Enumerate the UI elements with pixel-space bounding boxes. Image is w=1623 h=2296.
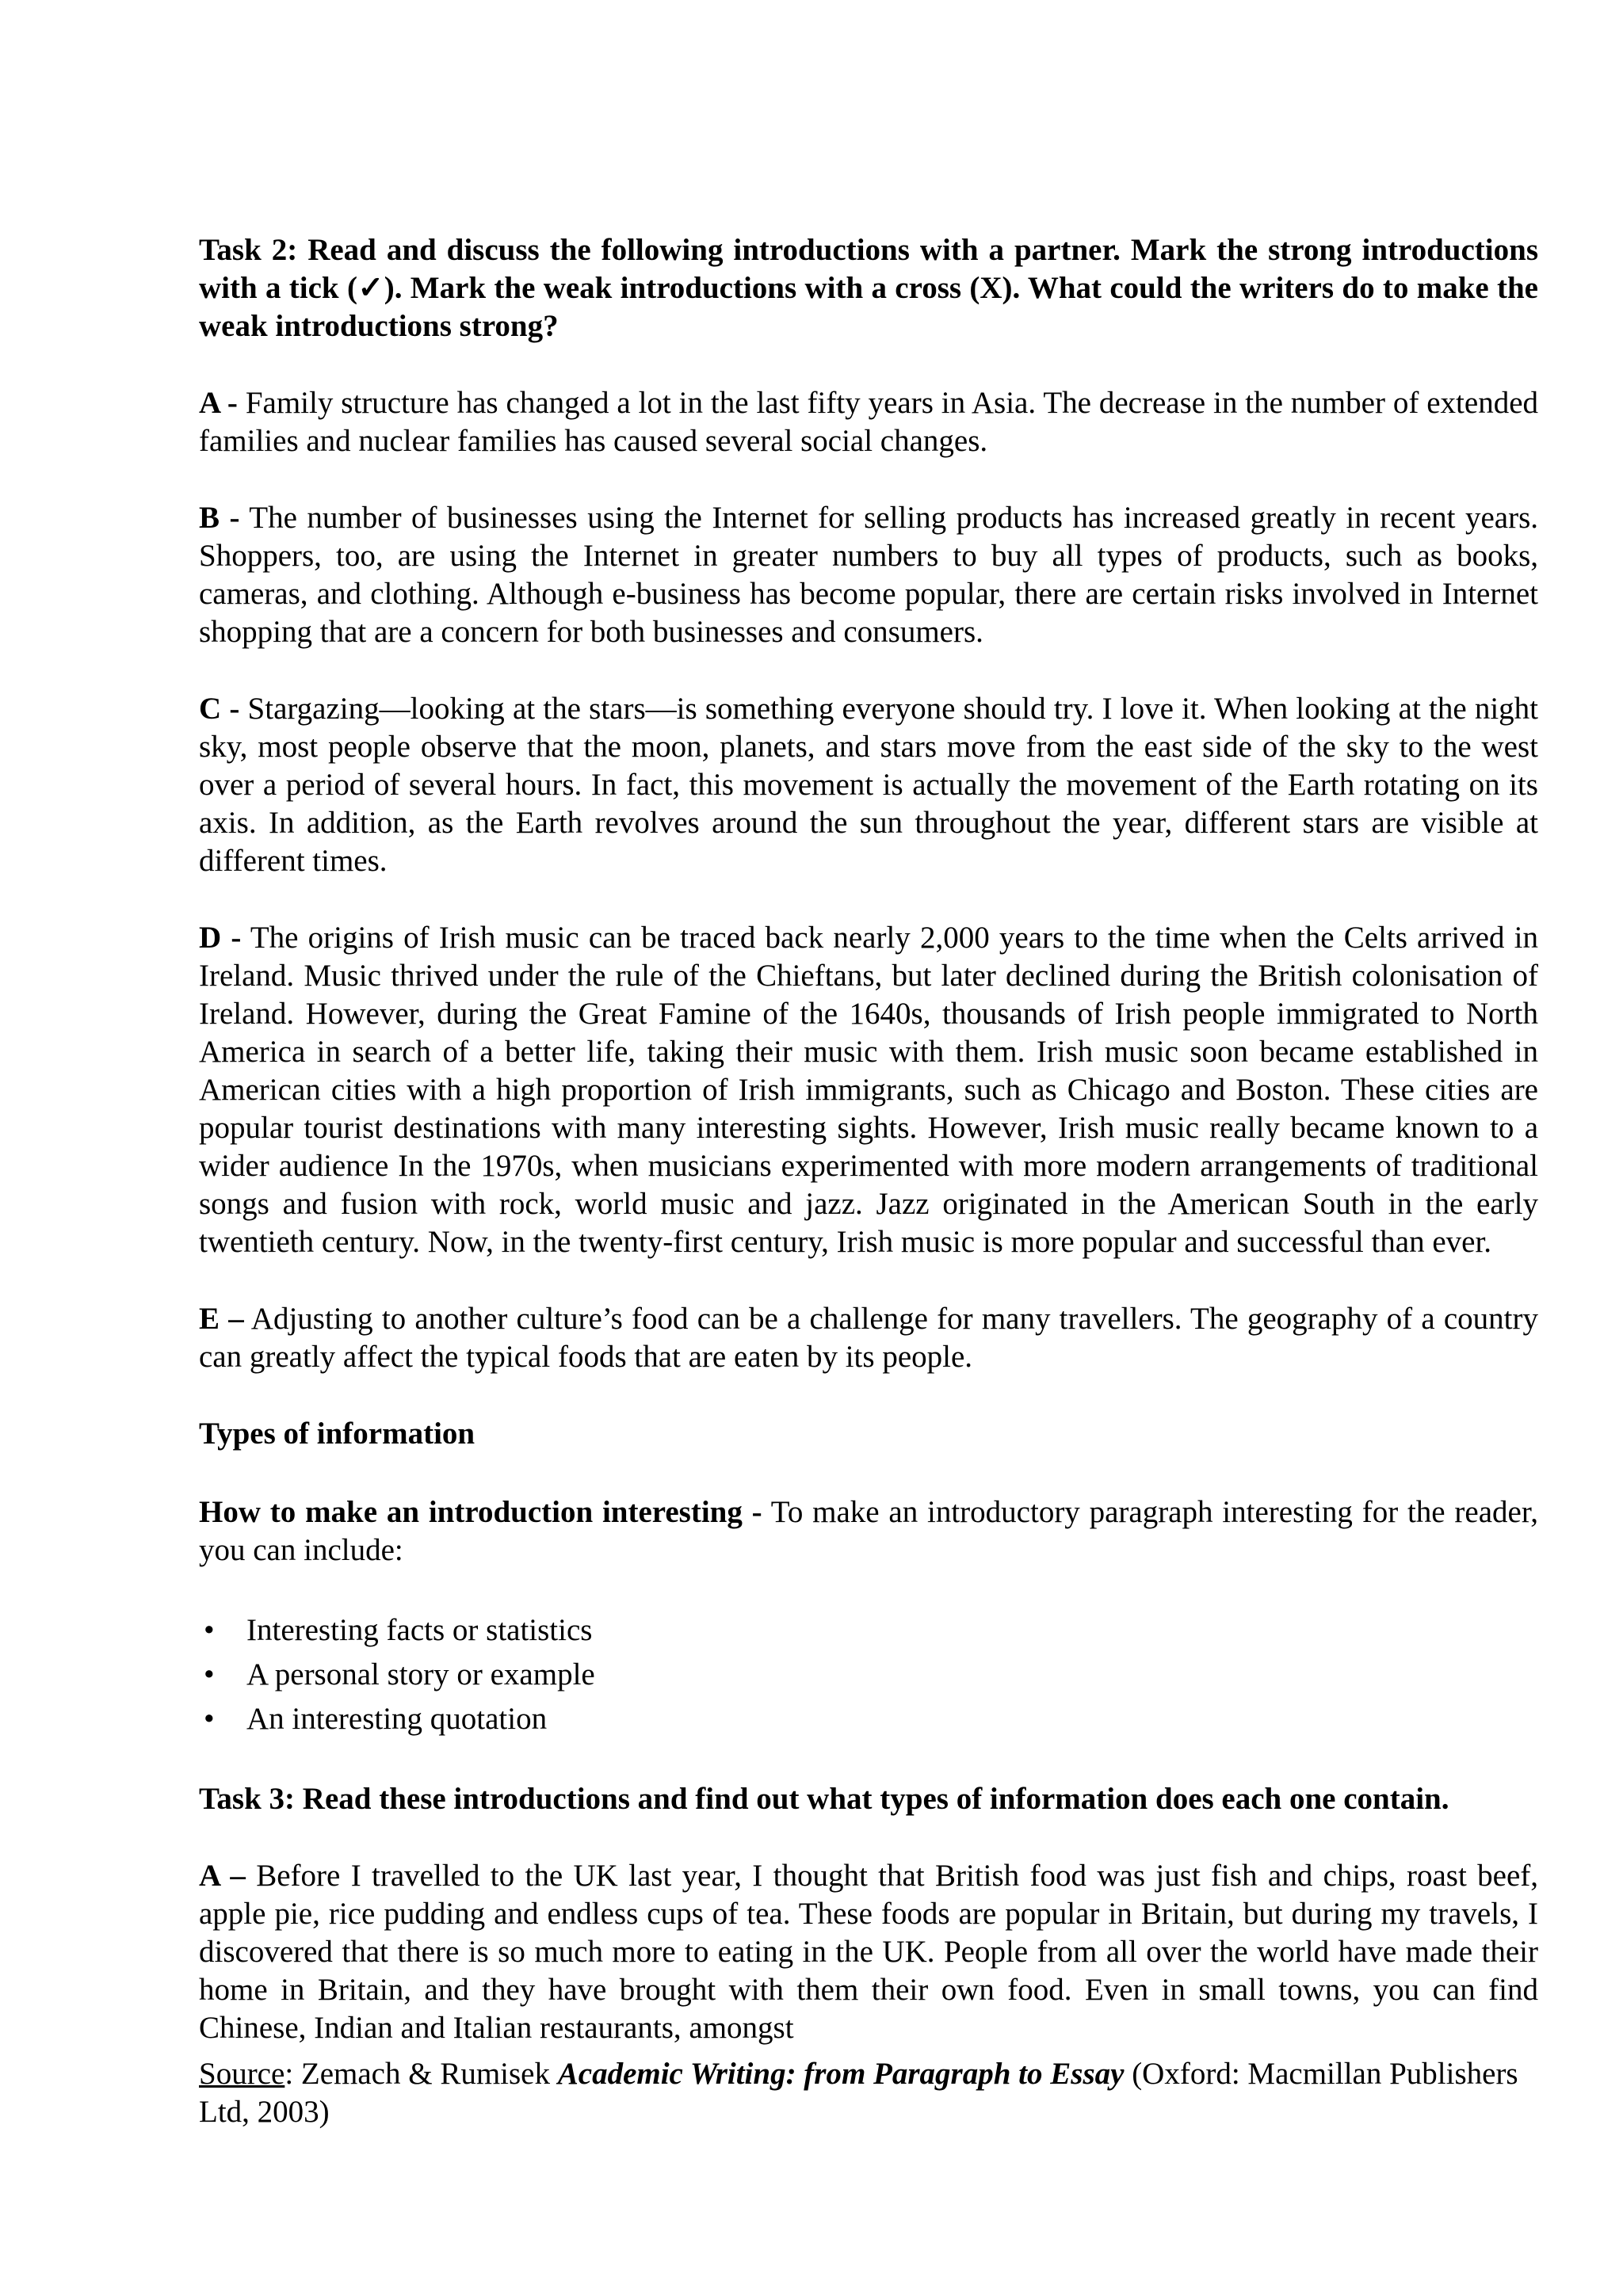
source-publisher: (Oxford: Macmillan Publishers Ltd, 2003) [199, 2057, 1518, 2129]
intro-b-text: The number of businesses using the Internet for selling products has increased greatly in recent years. Shoppers, too, are using the Internet in greater numbers to buy all types of products, such as books, cameras, and clothing. Although e-business has become popular, there are certain risks involved in Internet shopping that are a concern for both businesses and consumers. [199, 501, 1539, 649]
intro-a-label: A - [199, 386, 238, 420]
list-item [199, 1608, 1538, 1653]
list-item [199, 1653, 1538, 1697]
task3-heading: Task 3: Read these introductions and find out what types of information does each one contain. [199, 1782, 1449, 1816]
intro-a [199, 384, 1538, 460]
how-to-text: To make an introductory paragraph interesting for the reader, you can include: [199, 1495, 1539, 1567]
task3-intro-a-text: Before I travelled to the UK last year, I thought that British food was just fish and chips, roast beef, apple pie, rice pudding and endless cups of tea. These foods are popular in Britain, but during my travels, I discovered that there is so much more to eating in the UK. People from all over the world have made their home in Britain, and they have brought with them their own food. Even in small towns, you can find Chinese, Indian and Italian restaurants, amongst [199, 1859, 1539, 2045]
list-item [199, 1697, 1538, 1741]
document-page [199, 231, 1538, 2131]
intro-c-label: C - [199, 692, 240, 726]
source-citation [199, 2055, 1538, 2131]
intro-d-text: The origins of Irish music can be traced back nearly 2,000 years to the time when the Celts arrived in Ireland. Music thrived under the rule of the Chieftans, but later declined during the British colonisation of Ireland. However, during the Great Famine of the 1640s, thousands of Irish people immigrated to North America in search of a better life, taking their music with them. Irish music soon became established in American cities with a high proportion of Irish immigrants, such as Chicago and Boston. These cities are popular tourist destinations with many interesting sights. However, Irish music really became known to a wider audience In the 1970s, when musicians experimented with more modern arrangements of traditional songs and fusion with rock, world music and jazz. Jazz originated in the American South in the early twentieth century. Now, in the twenty-first century, Irish music is more popular and successful than ever. [199, 921, 1538, 1259]
intro-d [199, 919, 1538, 1261]
intro-b-label: B - [199, 501, 240, 535]
task2-heading: Task 2: Read and discuss the following introductions with a partner. Mark the strong introductions with a tick (✓). Mark the weak introductions with a cross (X). What could the writers do to make the weak introductions strong? [199, 233, 1538, 343]
intro-e [199, 1300, 1538, 1376]
bullet-list [199, 1608, 1538, 1741]
task3-intro-a-label: A – [199, 1859, 246, 1893]
intro-c-text: Stargazing—looking at the stars—is something everyone should try. I love it. When looking at the night sky, most people observe that the moon, planets, and stars move from the east side of the sky to the west over a period of several hours. In fact, this movement is actually the movement of the Earth rotating on its axis. In addition, as the Earth revolves around the sun throughout the year, different stars are visible at different times. [199, 692, 1539, 878]
source-title: Academic Writing: from Paragraph to Essay [557, 2057, 1125, 2091]
bullet-icon: • [204, 1657, 215, 1691]
source-label: Source [199, 2057, 285, 2091]
intro-d-label: D - [199, 921, 242, 955]
bullet-icon: • [204, 1613, 215, 1647]
source-authors: : Zemach & Rumisek [285, 2057, 558, 2091]
intro-b [199, 499, 1538, 651]
intro-c [199, 690, 1538, 880]
list-item-text: Interesting facts or statistics [246, 1613, 593, 1647]
intro-a-text: Family structure has changed a lot in the last fifty years in Asia. The decrease in the number of extended families and nuclear families has caused several social changes. [199, 386, 1539, 458]
list-item-text: An interesting quotation [246, 1702, 548, 1736]
task3-intro-a [199, 1857, 1538, 2047]
types-heading: Types of information [199, 1417, 475, 1451]
how-to-label: How to make an introduction interesting - [199, 1495, 762, 1529]
list-item-text: A personal story or example [246, 1657, 595, 1691]
intro-e-label: E – [199, 1302, 244, 1336]
bullet-icon: • [204, 1702, 215, 1736]
intro-e-text: Adjusting to another culture’s food can be a challenge for many travellers. The geography of a country can greatly affect the typical foods that are eaten by its people. [199, 1302, 1538, 1374]
how-to-paragraph [199, 1493, 1538, 1569]
